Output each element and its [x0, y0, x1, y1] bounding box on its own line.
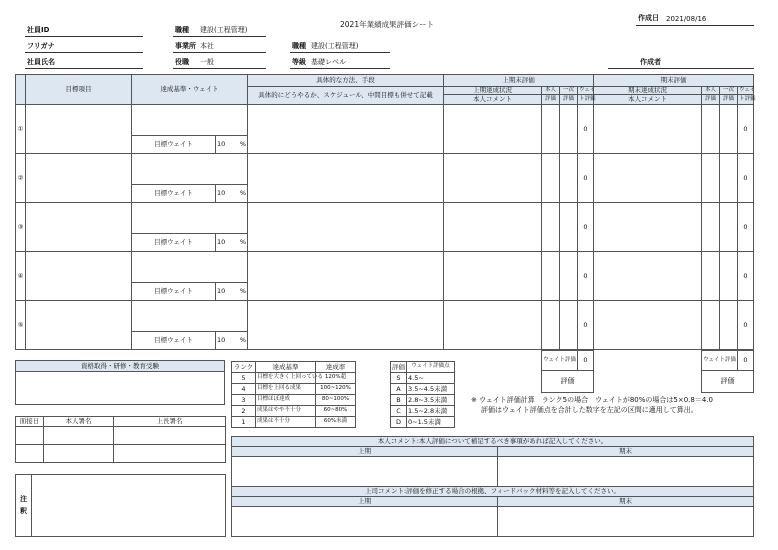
final-comment-header: 本人コメント: [594, 95, 702, 105]
signature-box: [15, 416, 226, 463]
self-signature-input[interactable]: [44, 427, 114, 445]
first-score: 0: [578, 203, 594, 252]
first-status-header: 上期達成状況: [444, 87, 542, 95]
score-eval-header: 評価: [392, 362, 405, 371]
final-comment-cell[interactable]: [594, 105, 702, 154]
boss-comment-final-input[interactable]: [498, 507, 754, 537]
final-comment-cell[interactable]: [594, 203, 702, 252]
weight-label: 目標ウェイト: [132, 234, 216, 252]
first-comment-cell[interactable]: [444, 301, 542, 350]
weight-cell[interactable]: 10 %: [216, 283, 248, 301]
weight-label: 目標ウェイト: [132, 185, 216, 203]
remarks-box: [15, 474, 226, 537]
first-weight-eval: 0: [578, 351, 594, 371]
employee-id-label: 社員ID: [27, 26, 50, 34]
first-comment-cell[interactable]: [444, 252, 542, 301]
criteria-cell[interactable]: [132, 252, 248, 283]
qualification-input[interactable]: [16, 372, 225, 405]
final-comment-cell[interactable]: [594, 154, 702, 203]
weight-label: 目標ウェイト: [132, 283, 216, 301]
boss-comment-box: 上司コメント:評価を修正する場合の根拠、フィードバック材料等を記入してください。 上期 期末: [231, 486, 754, 537]
final-score: 0: [738, 154, 754, 203]
weight-label: 目標ウェイト: [132, 136, 216, 154]
qualification-box: [15, 360, 225, 405]
criteria-cell[interactable]: [132, 105, 248, 136]
boss-comment-first-input[interactable]: [232, 507, 498, 537]
first-eval-header: 上期末評価: [444, 75, 594, 87]
first-score: 0: [578, 252, 594, 301]
self-comment-title: 本人コメント:本人評価について補足するべき事項があれば記入してください。: [232, 437, 754, 447]
first-comment-cell[interactable]: [444, 105, 542, 154]
criteria-header: 達成基準・ウェイト: [132, 75, 248, 105]
final-comment-cell[interactable]: [594, 252, 702, 301]
criteria-cell[interactable]: [132, 301, 248, 332]
remarks-label: 注 釈: [16, 475, 32, 537]
weight-label: 目標ウェイト: [132, 332, 216, 350]
final-score: 0: [738, 203, 754, 252]
note-line-2: 評価はウェイト評価点を合計した数字を左記の区間に適用して算出。: [481, 406, 698, 414]
job2-value[interactable]: 建設(工程管理): [311, 42, 359, 50]
method-cell[interactable]: [248, 252, 444, 301]
row-number: ②: [16, 154, 26, 203]
row-number: ③: [16, 203, 26, 252]
position-label: 役職: [175, 58, 189, 66]
method-header: 具体的な方法、手段: [248, 75, 444, 87]
self-comment-final-input[interactable]: [498, 457, 754, 487]
note-line-1: ※ ウェイト評価計算 ランク5の場合 ウェイトが80%の場合は5×0.8＝4.0: [471, 396, 713, 404]
final-eval-header: 期末評価: [594, 75, 754, 87]
remarks-input[interactable]: [32, 475, 226, 537]
first-weight-eval-box: ウェイト評価 0 評価: [541, 350, 594, 393]
boss-signature-input[interactable]: [114, 427, 226, 445]
final-score: 0: [738, 252, 754, 301]
weight-cell[interactable]: 10 %: [216, 185, 248, 203]
office-value[interactable]: 本社: [200, 42, 214, 50]
created-label: 作成日: [638, 14, 659, 22]
job-label: 職種: [175, 26, 189, 34]
sheet-title: 2021年業績成果評価シート: [340, 20, 435, 29]
goal-header: 目標項目: [26, 75, 132, 105]
method-cell[interactable]: [248, 301, 444, 350]
row-number: ⑤: [16, 301, 26, 350]
final-score: 0: [738, 105, 754, 154]
final-score: 0: [738, 301, 754, 350]
weight-cell[interactable]: 10 %: [216, 332, 248, 350]
final-weight-eval: 0: [738, 351, 754, 371]
first-score: 0: [578, 154, 594, 203]
author-label: 作成者: [640, 58, 661, 66]
job-value[interactable]: 建設(工程管理): [200, 26, 248, 34]
self-comment-box: 本人コメント:本人評価について補足するべき事項があれば記入してください。 上期 期末: [231, 436, 754, 487]
boss-signature-label: 上長署名: [114, 417, 226, 427]
rank-header: ランク: [232, 362, 256, 373]
final-weight-eval-box: ウェイト評価 0 評価: [701, 350, 754, 393]
method-cell[interactable]: [248, 203, 444, 252]
boss-comment-title: 上司コメント:評価を修正する場合の根拠、フィードバック材料等を記入してください。: [232, 487, 754, 497]
grade-label: 等級: [292, 58, 306, 66]
goal-cell[interactable]: [26, 301, 132, 350]
first-score: 0: [578, 301, 594, 350]
criteria-cell[interactable]: [132, 154, 248, 185]
job2-label: 職種: [292, 42, 306, 50]
first-comment-cell[interactable]: [444, 154, 542, 203]
created-date[interactable]: 2021/08/16: [666, 15, 707, 23]
grade-value[interactable]: 基礎レベル: [311, 58, 346, 66]
criteria-cell[interactable]: [132, 203, 248, 234]
method-cell[interactable]: [248, 154, 444, 203]
first-comment-header: 本人コメント: [444, 95, 542, 105]
self-signature-label: 本人署名: [44, 417, 114, 427]
furigana-label: フリガナ: [27, 42, 55, 50]
interview-date-label: 面接日: [16, 417, 44, 427]
score-table: 評価 ウェイト評価点 S 4.5~ A 3.5~4.5未満 B 2.8~3.5未満 C 1.5~2.8未満 D 0~1.5未満: [390, 361, 455, 428]
final-comment-cell[interactable]: [594, 301, 702, 350]
employee-name-label: 社員氏名: [27, 58, 55, 66]
row-number: ①: [16, 105, 26, 154]
first-score: 0: [578, 105, 594, 154]
final-eval-label: 評価: [702, 371, 754, 393]
goal-cell[interactable]: [26, 203, 132, 252]
method-subheader: 具体的にどうやるか、スケジュール、中間目標も併せて記載: [248, 87, 444, 105]
rank-table: ランク 達成基準 達成率 5 目標を大きく上回っている 120%超 4 目標を上回る成果 100~120% 3 目標ほぼ達成 80~100% 2 成果はやや不十分 60~80% 1 成果は不十分 60%未満: [231, 361, 356, 428]
goal-cell[interactable]: [26, 154, 132, 203]
weight-cell[interactable]: 10 %: [216, 234, 248, 252]
self-comment-first-input[interactable]: [232, 457, 498, 487]
method-cell[interactable]: [248, 105, 444, 154]
weight-cell[interactable]: 10 %: [216, 136, 248, 154]
evaluation-table: 目標項目 達成基準・ウェイト 具体的な方法、手段 上期末評価 期末評価 具体的にどうやるか、スケジュール、中間目標も併せて記載 上期達成状況 本人 一次 ウェイ 期末達成状況 本人 一次 ウェイ 本人コメント 評価 評価 ト評価 本人コメント 評価 評価 ト評価 ① 0 0 目標ウェイト 10 % ② 0 0 目標ウェイト 10 % ③ 0 0 目標ウェイト 10 % ④ 0 0 目標ウェイト 10 % ⑤ 0 0 目標ウェイト 10 %: [15, 74, 754, 350]
goal-cell[interactable]: [26, 252, 132, 301]
position-value[interactable]: 一般: [200, 58, 214, 66]
goal-cell[interactable]: [26, 105, 132, 154]
qualification-title: 資格取得・研修・教育受験: [16, 361, 225, 372]
office-label: 事業所: [175, 42, 196, 50]
row-number: ④: [16, 252, 26, 301]
first-comment-cell[interactable]: [444, 203, 542, 252]
first-eval-label: 評価: [542, 371, 594, 393]
final-status-header: 期末達成状況: [594, 87, 702, 95]
